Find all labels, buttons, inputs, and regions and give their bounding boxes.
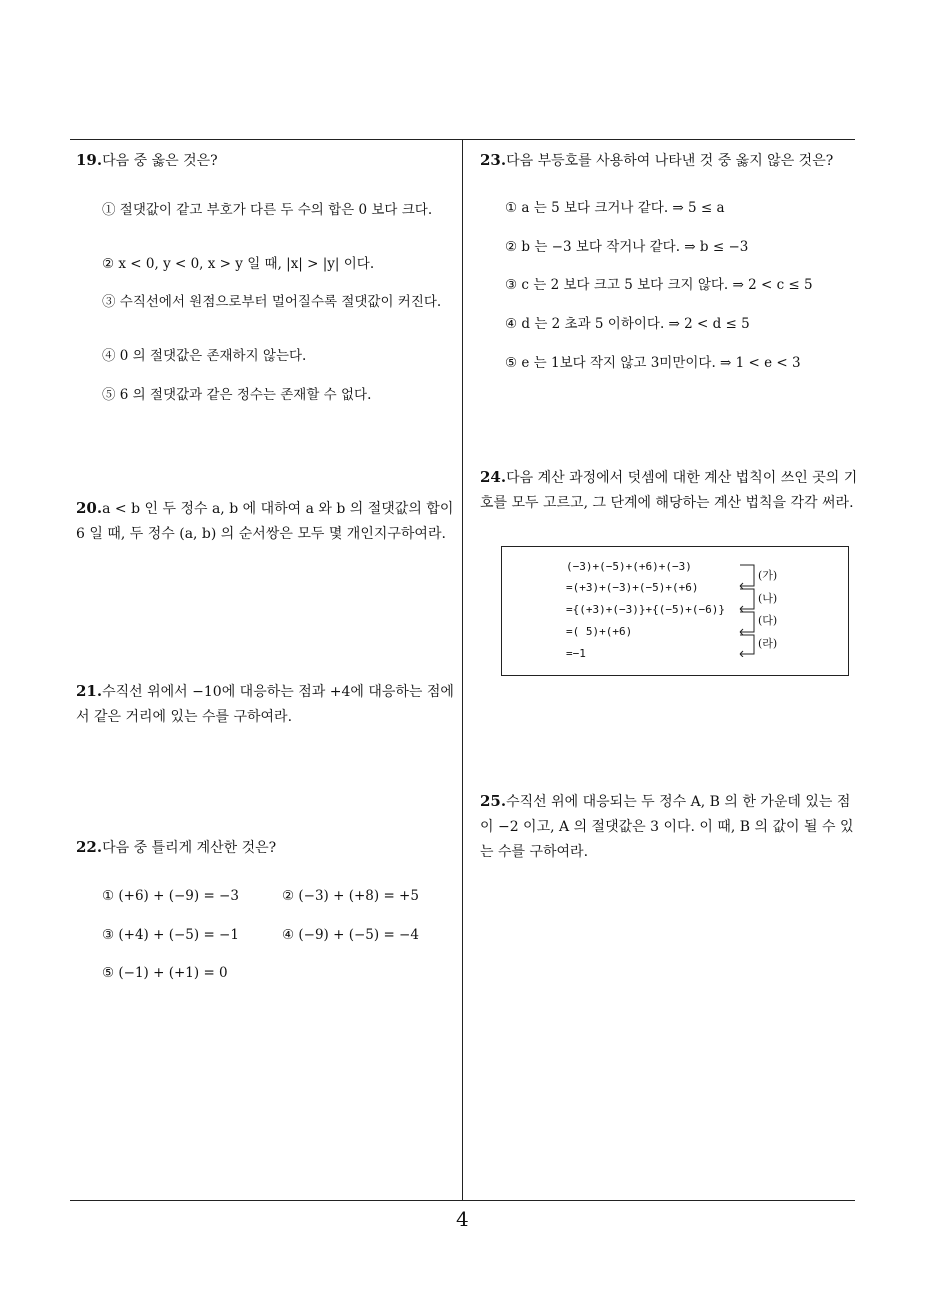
q23-option-4[interactable]: ④ d 는 2 초과 5 이하이다. ⇒ 2 < d ≤ 5 — [505, 316, 750, 332]
question-number: 25. — [480, 792, 507, 810]
q22-option-3[interactable]: ③ (+4) + (−5) = −1 — [102, 927, 239, 943]
question-23 — [480, 148, 860, 174]
question-number: 22. — [76, 838, 103, 856]
question-text: a < b 인 두 정수 a, b 에 대하여 a 와 b 의 절댓값의 합이 6 일 때, 두 정수 (a, b) 의 순서쌍은 모두 몇 개인지구하여라. — [76, 501, 454, 542]
step-tag-ra: (라) — [758, 637, 778, 650]
calculation-box — [501, 546, 849, 676]
question-number: 19. — [76, 151, 103, 169]
q22-option-4[interactable]: ④ (−9) + (−5) = −4 — [282, 927, 419, 943]
question-text: 수직선 위에 대응되는 두 정수 A, B 의 한 가운데 있는 점이 −2 이고, A 의 절댓값은 3 이다. 이 때, B 의 값이 될 수 있는 수를 구하여라. — [480, 794, 854, 860]
q22-option-1[interactable]: ① (+6) + (−9) = −3 — [102, 888, 239, 904]
question-21 — [76, 679, 456, 730]
q19-option-3[interactable]: ③ 수직선에서 원점으로부터 멀어질수록 절댓값이 커진다. — [102, 294, 442, 310]
page-number: 4 — [456, 1207, 469, 1231]
question-number: 21. — [76, 682, 103, 700]
q19-option-5[interactable]: ⑤ 6 의 절댓값과 같은 정수는 존재할 수 없다. — [102, 387, 372, 403]
question-number: 23. — [480, 151, 507, 169]
question-number: 24. — [480, 468, 507, 486]
q22-option-2[interactable]: ② (−3) + (+8) = +5 — [282, 888, 419, 904]
bottom-rule — [70, 1200, 855, 1201]
question-text: 다음 계산 과정에서 덧셈에 대한 계산 법칙이 쓰인 곳의 기호를 모두 고르고, 그 단계에 해당하는 계산 법칙을 각각 써라. — [480, 470, 858, 511]
column-divider — [462, 139, 463, 1201]
question-text: 수직선 위에서 −10에 대응하는 점과 +4에 대응하는 점에서 같은 거리에 있는 수를 구하여라. — [76, 684, 454, 725]
calc-line: =−1 — [566, 647, 586, 660]
q19-option-1[interactable]: ① 절댓값이 같고 부호가 다른 두 수의 합은 0 보다 크다. — [102, 202, 433, 218]
question-25 — [480, 789, 862, 865]
q22-option-5[interactable]: ⑤ (−1) + (+1) = 0 — [102, 965, 228, 981]
q19-option-2[interactable]: ② x < 0, y < 0, x > y 일 때, |x| > |y| 이다. — [102, 256, 375, 272]
step-arrows — [736, 561, 760, 657]
question-number: 20. — [76, 499, 103, 517]
q23-option-2[interactable]: ② b 는 −3 보다 작거나 같다. ⇒ b ≤ −3 — [505, 239, 749, 255]
q23-option-3[interactable]: ③ c 는 2 보다 크고 5 보다 크지 않다. ⇒ 2 < c ≤ 5 — [505, 277, 813, 293]
question-text: 다음 중 옳은 것은? — [102, 153, 218, 169]
question-19 — [76, 148, 456, 174]
q23-option-1[interactable]: ① a 는 5 보다 크거나 같다. ⇒ 5 ≤ a — [505, 200, 725, 216]
calc-line: =( 5)+(+6) — [566, 625, 633, 638]
calc-line: =(+3)+(−3)+(−5)+(+6) — [566, 581, 699, 594]
question-24 — [480, 465, 862, 516]
calc-line: ={(+3)+(−3)}+{(−5)+(−6)} — [566, 603, 725, 616]
question-text: 다음 중 틀리게 계산한 것은? — [102, 840, 277, 856]
calc-line: (−3)+(−5)+(+6)+(−3) — [566, 560, 692, 573]
step-tag-ga: (가) — [758, 569, 778, 582]
step-tag-da: (다) — [758, 614, 778, 627]
step-tag-na: (나) — [758, 592, 778, 605]
q23-option-5[interactable]: ⑤ e 는 1보다 작지 않고 3미만이다. ⇒ 1 < e < 3 — [505, 355, 801, 371]
question-22 — [76, 835, 456, 861]
question-text: 다음 부등호를 사용하여 나타낸 것 중 옳지 않은 것은? — [506, 153, 834, 169]
question-20 — [76, 496, 456, 547]
q19-option-4[interactable]: ④ 0 의 절댓값은 존재하지 않는다. — [102, 348, 307, 364]
